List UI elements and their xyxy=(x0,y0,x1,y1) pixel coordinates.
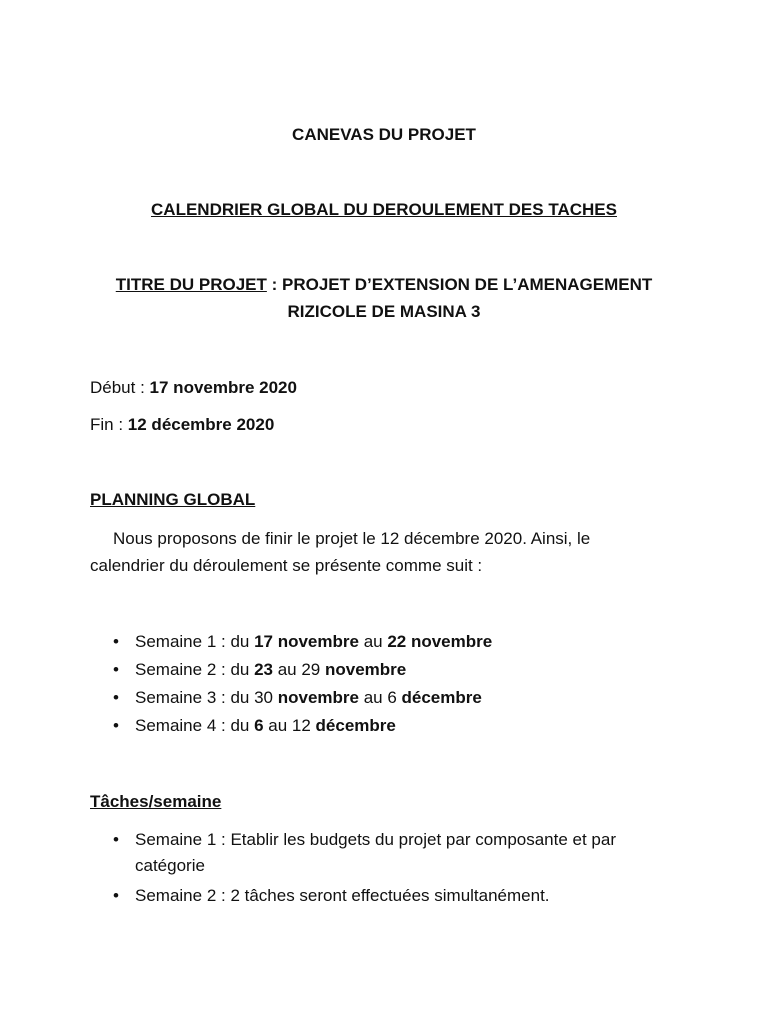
week-label: Semaine 3 : du 30 xyxy=(135,688,278,707)
week-start: 23 xyxy=(254,660,273,679)
end-date xyxy=(90,413,274,437)
end-date-value: 12 décembre 2020 xyxy=(127,415,275,434)
task-item xyxy=(135,883,695,909)
week-mid: au 12 xyxy=(263,716,316,735)
week-mid: au 6 xyxy=(358,688,402,707)
bullet-icon: • xyxy=(113,632,119,651)
week-end: décembre xyxy=(401,688,482,707)
week-item xyxy=(113,658,406,682)
week-end: 22 novembre xyxy=(387,632,493,651)
task-line: catégorie xyxy=(135,856,205,875)
planning-intro-line1: Nous proposons de finir le projet le 12 décembre 2020. Ainsi, le xyxy=(113,529,591,548)
week-end: décembre xyxy=(315,716,396,735)
task-line: Semaine 1 : Etablir les budgets du projet par composante et par xyxy=(135,830,617,849)
week-start: 17 novembre xyxy=(254,632,359,651)
task-line: Semaine 2 : 2 tâches seront effectuées simultanément. xyxy=(135,886,550,905)
week-item xyxy=(113,630,492,654)
canvas-title: CANEVAS DU PROJET xyxy=(292,125,476,144)
week-mid: au 29 xyxy=(273,660,325,679)
week-label: Semaine 4 : du xyxy=(135,716,255,735)
tasks-heading: Tâches/semaine xyxy=(90,792,222,811)
week-label: Semaine 1 : du xyxy=(135,632,255,651)
week-start: novembre xyxy=(277,688,359,707)
bullet-icon: • xyxy=(113,830,119,849)
start-date-label: Début : xyxy=(90,378,150,397)
bullet-icon: • xyxy=(113,660,119,679)
project-title-label: TITRE DU PROJET xyxy=(115,275,267,294)
project-title-line2: RIZICOLE DE MASINA 3 xyxy=(287,302,481,321)
planning-heading: PLANNING GLOBAL xyxy=(90,490,256,509)
calendar-title: CALENDRIER GLOBAL DU DEROULEMENT DES TACHES xyxy=(151,200,617,219)
week-start: 6 xyxy=(254,716,264,735)
end-date-label: Fin : xyxy=(90,415,128,434)
bullet-icon: • xyxy=(113,688,119,707)
week-label: Semaine 2 : du xyxy=(135,660,255,679)
start-date xyxy=(90,376,297,400)
planning-intro-line2: calendrier du déroulement se présente comme suit : xyxy=(90,556,483,575)
task-item xyxy=(135,827,695,879)
week-end: novembre xyxy=(325,660,407,679)
week-item xyxy=(113,714,396,738)
week-item xyxy=(113,686,482,710)
project-title-separator: : xyxy=(266,275,282,294)
week-mid: au xyxy=(358,632,388,651)
bullet-icon: • xyxy=(113,716,119,735)
start-date-value: 17 novembre 2020 xyxy=(149,378,297,397)
bullet-icon: • xyxy=(113,886,119,905)
project-title-line1 xyxy=(0,273,768,297)
project-title-text: PROJET D’EXTENSION DE L’AMENAGEMENT xyxy=(281,275,653,294)
